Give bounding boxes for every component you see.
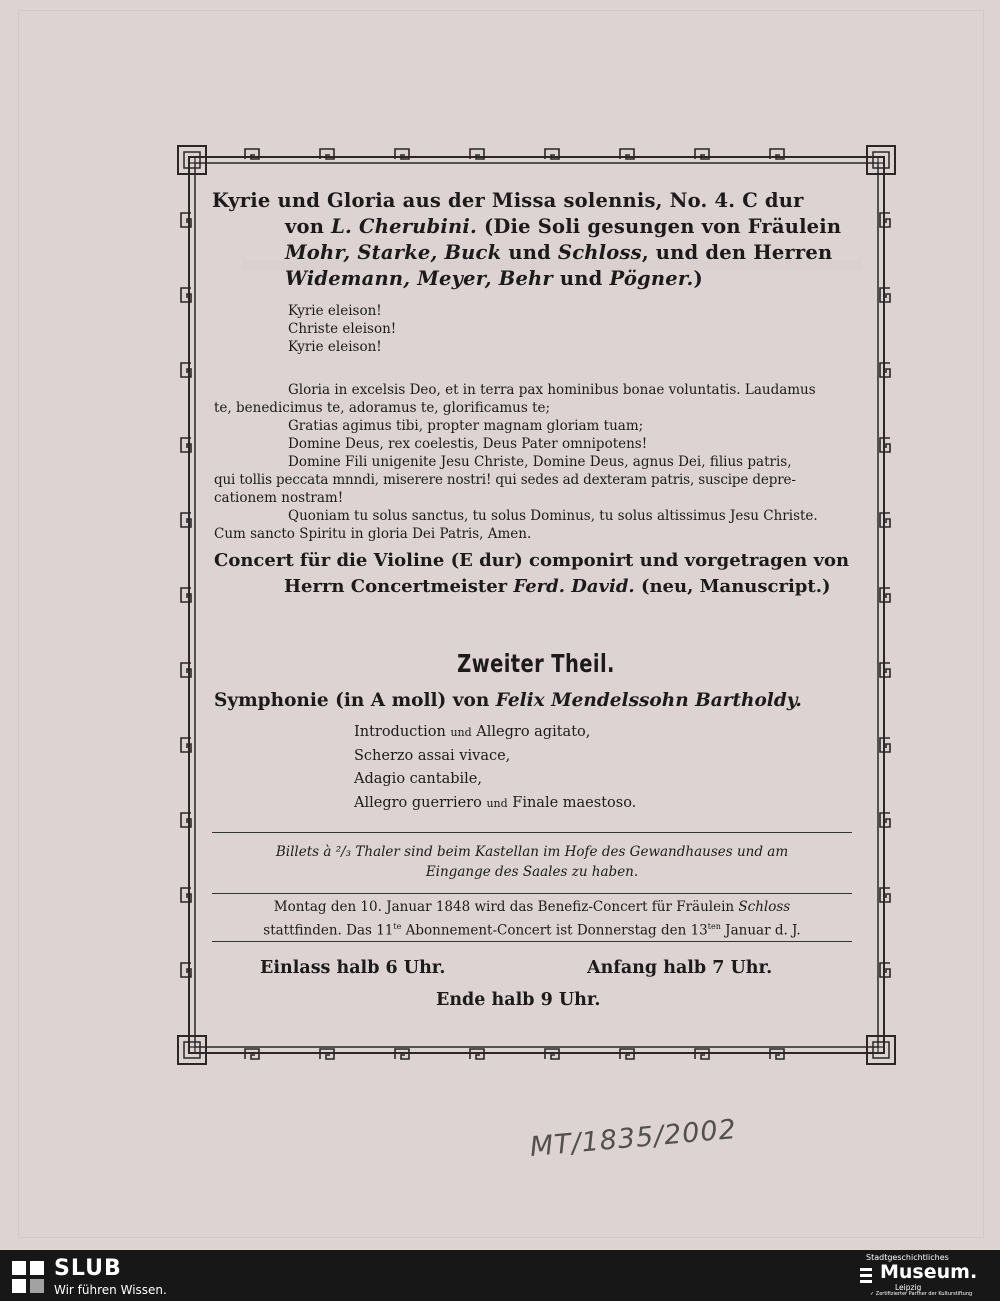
concert-herrn: Herrn Concertmeister bbox=[284, 576, 514, 597]
text-und: und bbox=[501, 241, 558, 264]
movement-und: und bbox=[486, 796, 508, 810]
symphony-title bbox=[214, 690, 802, 711]
singer-poegner: Pögner. bbox=[609, 267, 694, 290]
text-und-den-herren: , und den Herren bbox=[641, 241, 833, 264]
handwritten-shelfmark: MT/1835/2002 bbox=[528, 1113, 738, 1163]
ticket-line-2: Eingange des Saales zu haben. bbox=[425, 864, 639, 880]
gloria-text bbox=[214, 381, 859, 543]
heading-line-4 bbox=[212, 266, 857, 292]
movement-item bbox=[354, 792, 636, 816]
close-paren: ) bbox=[693, 267, 703, 290]
concert-note: (neu, Manuscript.) bbox=[634, 576, 831, 597]
violin-concert bbox=[214, 548, 859, 600]
composer-cherubini: L. Cherubini. bbox=[331, 215, 477, 238]
notice-text: stattfinden. Das 11 bbox=[263, 922, 394, 939]
concert-line-1: Concert für die Violine (E dur) componirt und vorgetragen von bbox=[214, 550, 850, 571]
text-von: von bbox=[285, 215, 332, 238]
heading-line-1: Kyrie und Gloria aus der Missa solennis, No. 4. C dur bbox=[212, 189, 804, 212]
movement-und: und bbox=[450, 726, 472, 739]
movement-text: Finale maestoso. bbox=[507, 794, 637, 811]
gloria-line: Quoniam tu solus sanctus, tu solus Dominus, tu solus altissimus Jesu Christe. bbox=[288, 508, 818, 524]
gloria-line: te, benedicimus te, adoramus te, glorificamus te; bbox=[214, 400, 551, 416]
heading-line-2 bbox=[212, 214, 857, 240]
next-concert-notice bbox=[212, 898, 852, 941]
notice-sup: ten bbox=[707, 922, 721, 931]
text-und-2: und bbox=[552, 267, 610, 290]
movement-text: Allegro guerriero bbox=[354, 794, 487, 811]
concert-line-2 bbox=[214, 574, 859, 600]
kyrie-line: Christe eleison! bbox=[288, 321, 397, 337]
ticket-line-1: Billets à ²/₃ Thaler sind beim Kastellan im Hofe des Gewandhauses und am bbox=[275, 844, 789, 860]
male-singers: Widemann, Meyer, Behr bbox=[285, 267, 553, 290]
gloria-line: Domine Deus, rex coelestis, Deus Pater omnipotens! bbox=[288, 436, 648, 452]
notice-sup: te bbox=[393, 922, 402, 931]
gloria-line: Gratias agimus tibi, propter magnam gloriam tuam; bbox=[288, 418, 644, 434]
performer-david: Ferd. David. bbox=[513, 576, 635, 597]
slub-logo-icon[interactable] bbox=[10, 1259, 46, 1295]
movement-text: Introduction bbox=[354, 724, 451, 740]
divider bbox=[212, 832, 852, 833]
notice-schloss: Schloss bbox=[738, 899, 791, 915]
notice-text: Januar d. J. bbox=[720, 922, 801, 939]
end-time: Ende halb 9 Uhr. bbox=[436, 990, 601, 1010]
museum-logo-icon[interactable] bbox=[858, 1256, 876, 1296]
divider bbox=[212, 941, 852, 942]
ticket-notice bbox=[212, 842, 852, 882]
doors-time: Einlass halb 6 Uhr. bbox=[260, 958, 446, 978]
notice-text: Montag den 10. Januar 1848 wird das Benefiz-Concert für Fräulein bbox=[273, 899, 739, 915]
symphony-prefix: Symphonie (in A moll) von bbox=[214, 690, 496, 711]
cherubini-heading bbox=[212, 188, 857, 292]
divider bbox=[212, 893, 852, 894]
movement-item: Adagio cantabile, bbox=[354, 771, 482, 787]
kyrie-text bbox=[288, 302, 396, 356]
heading-soli: (Die Soli gesungen von Fräulein bbox=[476, 215, 842, 238]
gloria-line: Domine Fili unigenite Jesu Christe, Domine Deus, agnus Dei, filius patris, bbox=[288, 454, 792, 470]
gloria-line: cationem nostram! bbox=[214, 490, 344, 506]
notice-line-1 bbox=[212, 898, 852, 917]
part-heading: Zweiter Theil. bbox=[457, 649, 615, 678]
heading-line-3 bbox=[212, 240, 857, 266]
movement-item bbox=[354, 721, 636, 745]
movement-text: Allegro agitato, bbox=[471, 724, 591, 740]
female-singers: Mohr, Starke, Buck bbox=[285, 241, 502, 264]
start-time: Anfang halb 7 Uhr. bbox=[587, 958, 773, 978]
kyrie-line: Kyrie eleison! bbox=[288, 303, 382, 319]
gloria-line: Cum sancto Spiritu in gloria Dei Patris, Amen. bbox=[214, 526, 532, 542]
kyrie-line: Kyrie eleison! bbox=[288, 339, 382, 355]
gloria-line: Gloria in excelsis Deo, et in terra pax hominibus bonae voluntatis. Laudamus bbox=[288, 382, 816, 398]
slub-tagline: Wir führen Wissen. bbox=[54, 1283, 167, 1297]
notice-text: Abonnement-Concert ist Donnerstag den 13 bbox=[401, 922, 708, 939]
footer-bar bbox=[0, 1250, 1000, 1301]
composer-mendelssohn: Felix Mendelssohn Bartholdy. bbox=[495, 690, 802, 711]
notice-line-2 bbox=[212, 917, 852, 941]
gloria-line: qui tollis peccata mnndi, miserere nostri! qui sedes ad dexteram patris, suscipe depre- bbox=[214, 472, 796, 488]
museum-name[interactable]: Museum. bbox=[880, 1261, 978, 1283]
movement-list bbox=[354, 721, 636, 815]
museum-partner-note: ✓ Zertifizierter Partner der Kulturstiftung bbox=[870, 1291, 973, 1297]
museum-city: Leipzig bbox=[895, 1283, 922, 1292]
museum-subtitle: Stadtgeschichtliches bbox=[866, 1253, 949, 1262]
singer-schloss: Schloss bbox=[557, 241, 642, 264]
slub-name[interactable]: SLUB bbox=[54, 1256, 122, 1281]
movement-item: Scherzo assai vivace, bbox=[354, 747, 511, 764]
